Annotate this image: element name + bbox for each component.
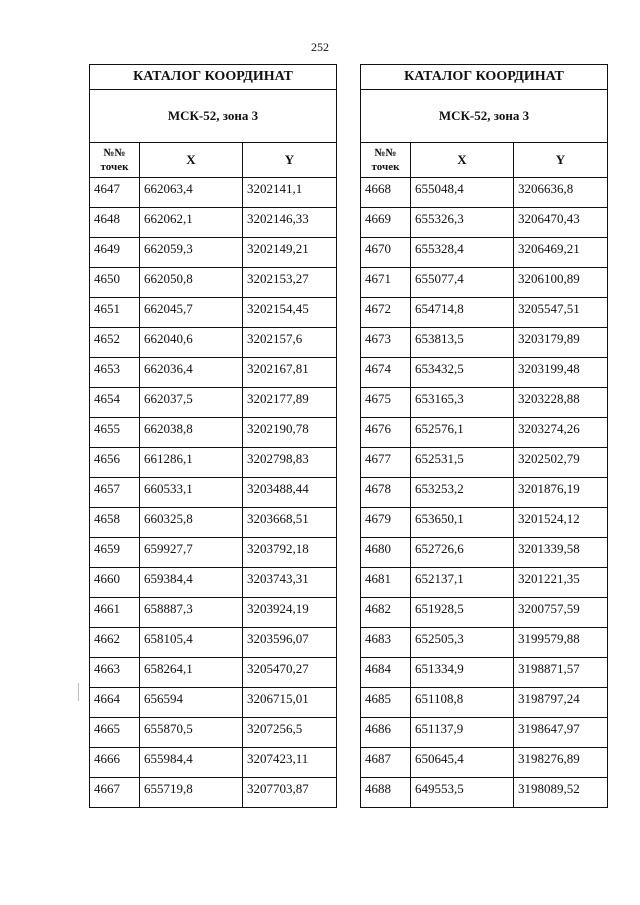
y-coordinate-cell: 3200757,59 — [514, 598, 608, 628]
column-header-point-number — [361, 143, 411, 178]
x-coordinate-cell: 655719,8 — [140, 778, 243, 808]
y-coordinate-cell: 3202153,27 — [243, 268, 337, 298]
y-coordinate-cell: 3202157,6 — [243, 328, 337, 358]
y-coordinate-cell: 3198647,97 — [514, 718, 608, 748]
y-coordinate-cell: 3206715,01 — [243, 688, 337, 718]
y-coordinate-cell: 3203199,48 — [514, 358, 608, 388]
table-row — [90, 418, 337, 448]
point-number-cell: 4650 — [90, 268, 140, 298]
point-number-cell: 4652 — [90, 328, 140, 358]
x-coordinate-cell: 655984,4 — [140, 748, 243, 778]
point-number-cell: 4687 — [361, 748, 411, 778]
y-coordinate-cell: 3203179,89 — [514, 328, 608, 358]
table-row — [90, 268, 337, 298]
column-header-y: Y — [514, 143, 608, 178]
point-number-cell: 4672 — [361, 298, 411, 328]
table-row — [361, 538, 608, 568]
table-row — [361, 568, 608, 598]
point-number-cell: 4659 — [90, 538, 140, 568]
point-number-cell: 4651 — [90, 298, 140, 328]
point-number-cell: 4686 — [361, 718, 411, 748]
y-coordinate-cell: 3202190,78 — [243, 418, 337, 448]
table-row — [361, 718, 608, 748]
point-number-cell: 4670 — [361, 238, 411, 268]
coordinate-system-zone: МСК-52, зона 3 — [361, 90, 608, 143]
x-coordinate-cell: 662038,8 — [140, 418, 243, 448]
table-row — [361, 688, 608, 718]
margin-mark — [78, 683, 79, 701]
table-row — [90, 508, 337, 538]
table-row — [361, 238, 608, 268]
table-row — [361, 268, 608, 298]
column-header-x: X — [140, 143, 243, 178]
point-number-cell: 4671 — [361, 268, 411, 298]
x-coordinate-cell: 652531,5 — [411, 448, 514, 478]
y-coordinate-cell: 3202167,81 — [243, 358, 337, 388]
table-row — [90, 778, 337, 808]
y-coordinate-cell: 3198089,52 — [514, 778, 608, 808]
x-coordinate-cell: 662037,5 — [140, 388, 243, 418]
point-number-cell: 4654 — [90, 388, 140, 418]
point-number-cell: 4648 — [90, 208, 140, 238]
x-coordinate-cell: 662059,3 — [140, 238, 243, 268]
point-number-cell: 4674 — [361, 358, 411, 388]
y-coordinate-cell: 3198797,24 — [514, 688, 608, 718]
x-coordinate-cell: 662045,7 — [140, 298, 243, 328]
table-row — [90, 328, 337, 358]
y-coordinate-cell: 3199579,88 — [514, 628, 608, 658]
point-number-cell: 4655 — [90, 418, 140, 448]
table-row — [361, 658, 608, 688]
point-number-cell: 4657 — [90, 478, 140, 508]
y-coordinate-cell: 3202154,45 — [243, 298, 337, 328]
point-number-header-line1: №№ — [374, 147, 397, 159]
y-coordinate-cell: 3206470,43 — [514, 208, 608, 238]
table-row — [90, 448, 337, 478]
y-coordinate-cell: 3201524,12 — [514, 508, 608, 538]
y-coordinate-cell: 3202146,33 — [243, 208, 337, 238]
y-coordinate-cell: 3202149,21 — [243, 238, 337, 268]
x-coordinate-cell: 660533,1 — [140, 478, 243, 508]
x-coordinate-cell: 655870,5 — [140, 718, 243, 748]
table-row — [90, 538, 337, 568]
x-coordinate-cell: 662062,1 — [140, 208, 243, 238]
point-number-cell: 4662 — [90, 628, 140, 658]
point-number-cell: 4677 — [361, 448, 411, 478]
x-coordinate-cell: 659927,7 — [140, 538, 243, 568]
x-coordinate-cell: 655048,4 — [411, 178, 514, 208]
x-coordinate-cell: 653253,2 — [411, 478, 514, 508]
point-number-cell: 4663 — [90, 658, 140, 688]
table-row — [90, 238, 337, 268]
x-coordinate-cell: 662036,4 — [140, 358, 243, 388]
y-coordinate-cell: 3206469,21 — [514, 238, 608, 268]
x-coordinate-cell: 662050,8 — [140, 268, 243, 298]
point-number-cell: 4688 — [361, 778, 411, 808]
table-row — [90, 208, 337, 238]
y-coordinate-cell: 3201339,58 — [514, 538, 608, 568]
point-number-cell: 4684 — [361, 658, 411, 688]
y-coordinate-cell: 3205547,51 — [514, 298, 608, 328]
point-number-cell: 4676 — [361, 418, 411, 448]
table-row — [361, 628, 608, 658]
x-coordinate-cell: 649553,5 — [411, 778, 514, 808]
point-number-cell: 4656 — [90, 448, 140, 478]
point-number-cell: 4679 — [361, 508, 411, 538]
table-row — [90, 688, 337, 718]
x-coordinate-cell: 655077,4 — [411, 268, 514, 298]
x-coordinate-cell: 652726,6 — [411, 538, 514, 568]
x-coordinate-cell: 658264,1 — [140, 658, 243, 688]
table-row — [361, 298, 608, 328]
x-coordinate-cell: 650645,4 — [411, 748, 514, 778]
point-number-cell: 4675 — [361, 388, 411, 418]
y-coordinate-cell: 3207256,5 — [243, 718, 337, 748]
y-coordinate-cell: 3203596,07 — [243, 628, 337, 658]
coordinate-system-zone: МСК-52, зона 3 — [90, 90, 337, 143]
y-coordinate-cell: 3202798,83 — [243, 448, 337, 478]
x-coordinate-cell: 655326,3 — [411, 208, 514, 238]
y-coordinate-cell: 3201876,19 — [514, 478, 608, 508]
table-row — [90, 178, 337, 208]
y-coordinate-cell: 3203274,26 — [514, 418, 608, 448]
column-header-x: X — [411, 143, 514, 178]
x-coordinate-cell: 652576,1 — [411, 418, 514, 448]
table-row — [90, 598, 337, 628]
point-number-cell: 4664 — [90, 688, 140, 718]
y-coordinate-cell: 3201221,35 — [514, 568, 608, 598]
table-row — [361, 598, 608, 628]
table-row — [90, 298, 337, 328]
y-coordinate-cell: 3206636,8 — [514, 178, 608, 208]
y-coordinate-cell: 3207703,87 — [243, 778, 337, 808]
point-number-cell: 4649 — [90, 238, 140, 268]
table-row — [361, 388, 608, 418]
y-coordinate-cell: 3203743,31 — [243, 568, 337, 598]
x-coordinate-cell: 660325,8 — [140, 508, 243, 538]
point-number-cell: 4658 — [90, 508, 140, 538]
point-number-cell: 4680 — [361, 538, 411, 568]
table-row — [361, 178, 608, 208]
x-coordinate-cell: 662063,4 — [140, 178, 243, 208]
x-coordinate-cell: 652137,1 — [411, 568, 514, 598]
table-row — [90, 748, 337, 778]
table-row — [90, 478, 337, 508]
x-coordinate-cell: 653165,3 — [411, 388, 514, 418]
table-row — [90, 568, 337, 598]
x-coordinate-cell: 653432,5 — [411, 358, 514, 388]
point-number-cell: 4653 — [90, 358, 140, 388]
x-coordinate-cell: 662040,6 — [140, 328, 243, 358]
table-row — [361, 208, 608, 238]
column-header-y: Y — [243, 143, 337, 178]
y-coordinate-cell: 3202177,89 — [243, 388, 337, 418]
x-coordinate-cell: 656594 — [140, 688, 243, 718]
page-number: 252 — [311, 40, 329, 54]
point-number-header-line2: точек — [100, 161, 129, 173]
x-coordinate-cell: 661286,1 — [140, 448, 243, 478]
x-coordinate-cell: 655328,4 — [411, 238, 514, 268]
x-coordinate-cell: 659384,4 — [140, 568, 243, 598]
x-coordinate-cell: 654714,8 — [411, 298, 514, 328]
table-row — [361, 418, 608, 448]
y-coordinate-cell: 3206100,89 — [514, 268, 608, 298]
coordinate-catalog-table-left — [89, 64, 337, 808]
point-number-cell: 4683 — [361, 628, 411, 658]
table-row — [90, 628, 337, 658]
point-number-cell: 4661 — [90, 598, 140, 628]
x-coordinate-cell: 658105,4 — [140, 628, 243, 658]
x-coordinate-cell: 651137,9 — [411, 718, 514, 748]
column-header-point-number — [90, 143, 140, 178]
x-coordinate-cell: 651334,9 — [411, 658, 514, 688]
table-row — [90, 388, 337, 418]
table-row — [361, 328, 608, 358]
point-number-cell: 4665 — [90, 718, 140, 748]
y-coordinate-cell: 3205470,27 — [243, 658, 337, 688]
y-coordinate-cell: 3198871,57 — [514, 658, 608, 688]
table-row — [361, 448, 608, 478]
point-number-header-line2: точек — [371, 161, 400, 173]
coordinate-catalog-table-right — [360, 64, 608, 808]
point-number-cell: 4669 — [361, 208, 411, 238]
y-coordinate-cell: 3203924,19 — [243, 598, 337, 628]
y-coordinate-cell: 3203488,44 — [243, 478, 337, 508]
point-number-cell: 4660 — [90, 568, 140, 598]
point-number-cell: 4685 — [361, 688, 411, 718]
point-number-cell: 4647 — [90, 178, 140, 208]
x-coordinate-cell: 653813,5 — [411, 328, 514, 358]
table-row — [361, 358, 608, 388]
point-number-cell: 4682 — [361, 598, 411, 628]
table-row — [361, 478, 608, 508]
x-coordinate-cell: 651108,8 — [411, 688, 514, 718]
table-row — [361, 748, 608, 778]
point-number-cell: 4666 — [90, 748, 140, 778]
catalog-title: КАТАЛОГ КООРДИНАТ — [361, 65, 608, 90]
table-row — [90, 358, 337, 388]
y-coordinate-cell: 3203792,18 — [243, 538, 337, 568]
y-coordinate-cell: 3198276,89 — [514, 748, 608, 778]
y-coordinate-cell: 3202141,1 — [243, 178, 337, 208]
x-coordinate-cell: 653650,1 — [411, 508, 514, 538]
point-number-cell: 4668 — [361, 178, 411, 208]
point-number-cell: 4681 — [361, 568, 411, 598]
point-number-header-line1: №№ — [103, 147, 126, 159]
table-row — [361, 508, 608, 538]
table-row — [90, 718, 337, 748]
y-coordinate-cell: 3207423,11 — [243, 748, 337, 778]
point-number-cell: 4673 — [361, 328, 411, 358]
y-coordinate-cell: 3202502,79 — [514, 448, 608, 478]
x-coordinate-cell: 658887,3 — [140, 598, 243, 628]
point-number-cell: 4667 — [90, 778, 140, 808]
catalog-title: КАТАЛОГ КООРДИНАТ — [90, 65, 337, 90]
point-number-cell: 4678 — [361, 478, 411, 508]
table-row — [90, 658, 337, 688]
x-coordinate-cell: 651928,5 — [411, 598, 514, 628]
x-coordinate-cell: 652505,3 — [411, 628, 514, 658]
table-row — [361, 778, 608, 808]
y-coordinate-cell: 3203228,88 — [514, 388, 608, 418]
y-coordinate-cell: 3203668,51 — [243, 508, 337, 538]
